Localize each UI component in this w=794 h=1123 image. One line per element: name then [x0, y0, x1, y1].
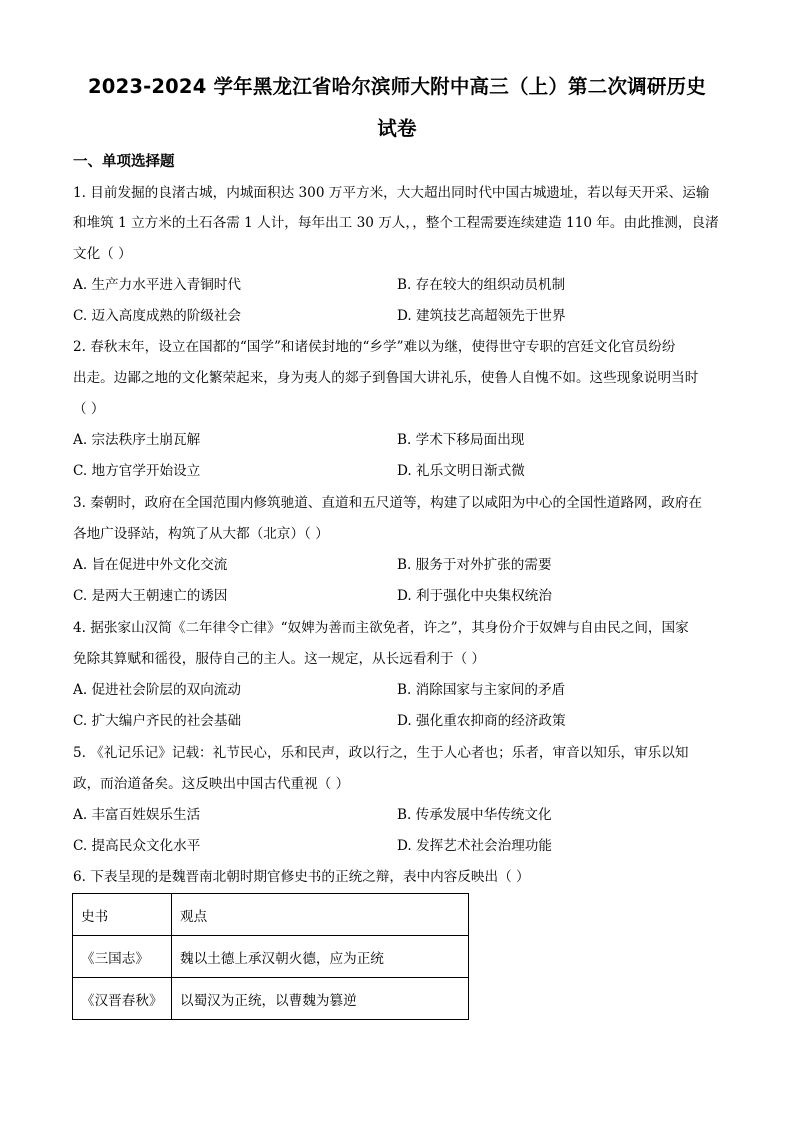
- table-header-row: [73, 894, 469, 936]
- q4-stem-line2: 免除其算赋和徭役，服侍自己的主人。这一规定，从长远看利于（ ）: [73, 651, 486, 667]
- q5-option-c: C. 提高民众文化水平: [73, 838, 201, 854]
- exam-title-line1: 2023-2024 学年黑龙江省哈尔滨师大附中高三（上）第二次调研历史: [88, 75, 706, 98]
- q3-option-c: C. 是两大王朝速亡的诱因: [73, 588, 228, 604]
- q4-option-d: D. 强化重农抑商的经济政策: [397, 713, 566, 729]
- q2-option-c: C. 地方官学开始设立: [73, 463, 201, 479]
- q3-option-a: A. 旨在促进中外文化交流: [73, 557, 228, 573]
- q6-stem-line1: 6. 下表呈现的是魏晋南北朝时期官修史书的正统之辩，表中内容反映出（ ）: [73, 869, 530, 885]
- q5-stem-line1: 5. 《礼记乐记》记载：礼节民心，乐和民声，政以行之，生于人心者也；乐者，审音以知乐，审乐以知: [73, 745, 689, 761]
- q4-option-b: B. 消除国家与主家间的矛盾: [397, 682, 566, 698]
- q1-option-a: A. 生产力水平进入青铜时代: [73, 277, 241, 293]
- q1-option-c: C. 迈入高度成熟的阶级社会: [73, 308, 242, 324]
- q3-stem-line2: 各地广设驿站，构筑了从大都（北京）（ ）: [73, 526, 329, 542]
- q2-option-b: B. 学术下移局面出现: [397, 432, 525, 448]
- q5-stem-line2: 政，而治道备矣。这反映出中国古代重视（ ）: [73, 776, 350, 792]
- q1-stem-line3: 文化（ ）: [73, 246, 132, 262]
- q4-stem-line1: 4. 据张家山汉简《二年律令亡律》“奴婢为善而主欲免者，许之”，其身份介于奴婢与自由民之间，国家: [73, 620, 689, 636]
- q5-option-b: B. 传承发展中华传统文化: [397, 807, 552, 823]
- q1-option-d: D. 建筑技艺高超领先于世界: [397, 308, 566, 324]
- q5-option-d: D. 发挥艺术社会治理功能: [397, 838, 552, 854]
- q2-option-d: D. 礼乐文明日渐式微: [397, 463, 525, 479]
- q3-option-b: B. 服务于对外扩张的需要: [397, 557, 552, 573]
- q1-option-b: B. 存在较大的组织动员机制: [397, 277, 566, 293]
- q5-option-a: A. 丰富百姓娱乐生活: [73, 807, 201, 823]
- history-books-table: [72, 893, 469, 1020]
- section-heading: 一、单项选择题: [73, 154, 175, 170]
- q2-stem-line2: 出走。边鄙之地的文化繁荣起来，身为夷人的郯子到鲁国大讲礼乐，使鲁人自愧不如。这些现象说明当时: [73, 370, 699, 386]
- q3-stem-line1: 3. 秦朝时，政府在全国范围内修筑驰道、直道和五尺道等，构建了以咸阳为中心的全国性道路网，政府在: [73, 495, 703, 511]
- q2-stem-line3: （ ）: [73, 401, 105, 417]
- q3-option-d: D. 利于强化中央集权统治: [397, 588, 552, 604]
- table-cell: 以蜀汉为正统，以曹魏为篡逆: [172, 978, 469, 1020]
- table-header-cell: 观点: [172, 894, 469, 936]
- q4-option-a: A. 促进社会阶层的双向流动: [73, 682, 241, 698]
- q2-option-a: A. 宗法秩序土崩瓦解: [73, 432, 201, 448]
- q4-option-c: C. 扩大编户齐民的社会基础: [73, 713, 242, 729]
- exam-title-line2: 试卷: [377, 117, 417, 140]
- table-cell: 魏以土德上承汉朝火德，应为正统: [172, 936, 469, 978]
- q1-stem-line2: 和堆筑 1 立方米的土石各需 1 人计，每年出工 30 万人，，整个工程需要连续建造 110 年。由此推测，良渚: [73, 215, 719, 231]
- table-row: [73, 936, 469, 978]
- table-row: [73, 978, 469, 1020]
- q1-stem-line1: 1. 目前发掘的良渚古城，内城面积达 300 万平方米，大大超出同时代中国古城遗址，若以每天开采、运输: [73, 185, 710, 201]
- q2-stem-line1: 2. 春秋末年，设立在国都的“国学”和诸侯封地的“乡学”难以为继，使得世守专职的宫廷文化官员纷纷: [73, 339, 676, 355]
- table-cell: 《汉晋春秋》: [73, 978, 172, 1020]
- table-cell: 《三国志》: [73, 936, 172, 978]
- table-header-cell: 史书: [73, 894, 172, 936]
